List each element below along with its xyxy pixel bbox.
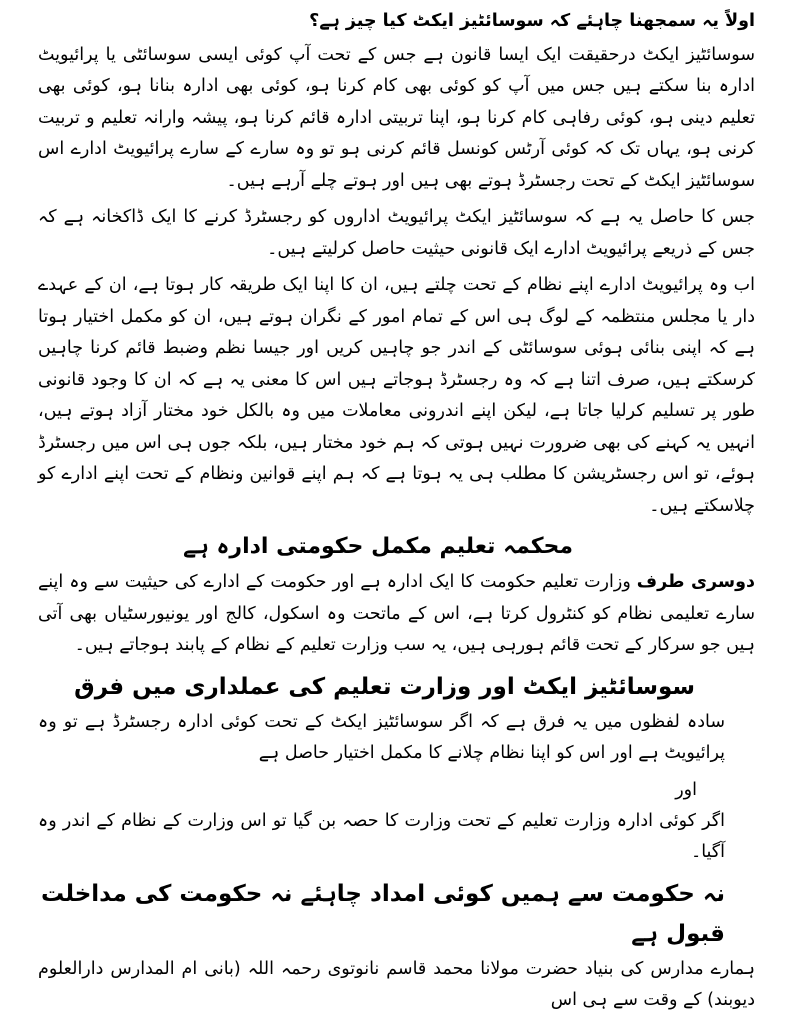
paragraph-simple-difference: سادہ لفظوں میں یہ فرق ہے کہ اگر سوسائٹیز ایکٹ کے تحت کوئی ادارہ رجسٹرڈ ہے تو وہ پرائیویٹ ہے اور اس کو اپنا نظام چلانے کا مکمل اختیار حاصل ہے <box>38 711 725 763</box>
paragraph-madaris-foundation: ہمارے مدارس کی بنیاد حضرت مولانا محمد قاسم نانوتوی رحمہ اللہ (بانی ام المدارس دارالعلوم دیوبند) کے وقت سے ہی اس <box>38 958 755 1010</box>
paragraph-ministry-part: اگر کوئی ادارہ وزارت تعلیم کے تحت وزارت کا حصہ بن گیا تو اس وزارت کے نظام کے اندر وہ آگیا۔ <box>38 810 725 862</box>
conjunction-and: اور <box>675 779 697 800</box>
heading-education-department: محکمہ تعلیم مکمل حکومتی ادارہ ہے <box>183 534 573 559</box>
paragraph-societies-act-definition: سوسائٹیز ایکٹ درحقیقت ایک ایسا قانون ہے جس کے تحت آپ کوئی ایسی سوسائٹی یا پرائیویٹ ادارہ بنا سکتے ہیں جس میں آپ کو کوئی بھی کام کرنا ہو، کوئی بھی ادارہ بنانا ہو، کوئی بھی تعلیم دینی ہو، کوئی رفاہی کام کرنا ہو، اپنا تربیتی ادارہ قائم کرنا ہو، پیشہ وارانہ تعلیم و تربیت کرنی ہو، یہاں تک کہ کوئی آرٹس کونسل قائم کرنی ہو تو وہ سارے کے سارے پرائیویٹ ادارے اس سوسائٹیز ایکٹ کے تحت رجسٹرڈ ہوتے بھی ہیں اور ہوتے چلے آرہے ہیں۔ <box>38 44 755 191</box>
heading-difference: سوسائٹیز ایکٹ اور وزارت تعلیم کی عملداری میں فرق <box>74 673 695 700</box>
paragraph-ministry-of-education <box>38 567 755 662</box>
paragraph-registration-office: جس کا حاصل یہ ہے کہ سوسائٹیز ایکٹ پرائیویٹ اداروں کو رجسٹرڈ کرنے کا ایک ڈاکخانہ ہے کہ جس کے ذریعے پرائیویٹ ادارے ایک قانونی حیثیت حاصل کرلیتے ہیں۔ <box>38 207 755 259</box>
heading-no-aid-no-interference: نہ حکومت سے ہمیں کوئی امداد چاہئے نہ حکومت کی مداخلت قبول ہے <box>40 880 725 947</box>
paragraph-body: وزارت تعلیم حکومت کا ایک ادارہ ہے اور حکومت کے ادارے کی حیثیت سے وہ اپنے سارے تعلیمی نظام کو کنٹرول کرتا ہے، اس کے ماتحت وہ اسکول، کالج اور یونیورسٹیاں بھی آتی ہیں جو سرکار کے تحت قائم ہورہی ہیں، یہ سب وزارت تعلیم کے نظام کے پابند ہوجاتے ہیں۔ <box>38 572 755 655</box>
intro-question: اولاً یہ سمجھنا چاہئے کہ سوسائٹیز ایکٹ کیا چیز ہے؟ <box>309 11 755 31</box>
lead-phrase: دوسری طرف <box>636 572 755 592</box>
paragraph-private-autonomy: اب وہ پرائیویٹ ادارے اپنے نظام کے تحت چلتے ہیں، ان کا اپنا ایک طریقہ کار ہوتا ہے، ان کے عہدے دار یا مجلس منتظمہ کے لوگ ہی اس کے تمام امور کے نگران ہوتے ہیں، ان کو مکمل اختیار ہوتا ہے کہ اپنی بنائی ہوئی سوسائٹی کے اندر جو چاہیں کریں اور جیسا نظم وضبط قائم کرنا چاہیں کرسکتے ہیں، صرف اتنا ہے کہ وہ رجسٹرڈ ہوجاتے ہیں اس کا معنی یہ ہے کہ ان کا وجود قانونی طور پر تسلیم کرلیا جاتا ہے، لیکن اپنے اندرونی معاملات میں وہ بالکل خود مختار آزاد ہوتے ہیں، انہیں یہ کہنے کی بھی ضرورت نہیں ہوتی کہ ہم خود مختار ہیں، بلکہ جوں ہی اس میں رجسٹرڈ ہوئے، تو اس رجسٹریشن کا مطلب ہی یہ ہوتا ہے کہ ہم اپنے قوانین ونظام کے تحت اپنے ادارے کو چلاسکتے ہیں۔ <box>38 275 755 516</box>
